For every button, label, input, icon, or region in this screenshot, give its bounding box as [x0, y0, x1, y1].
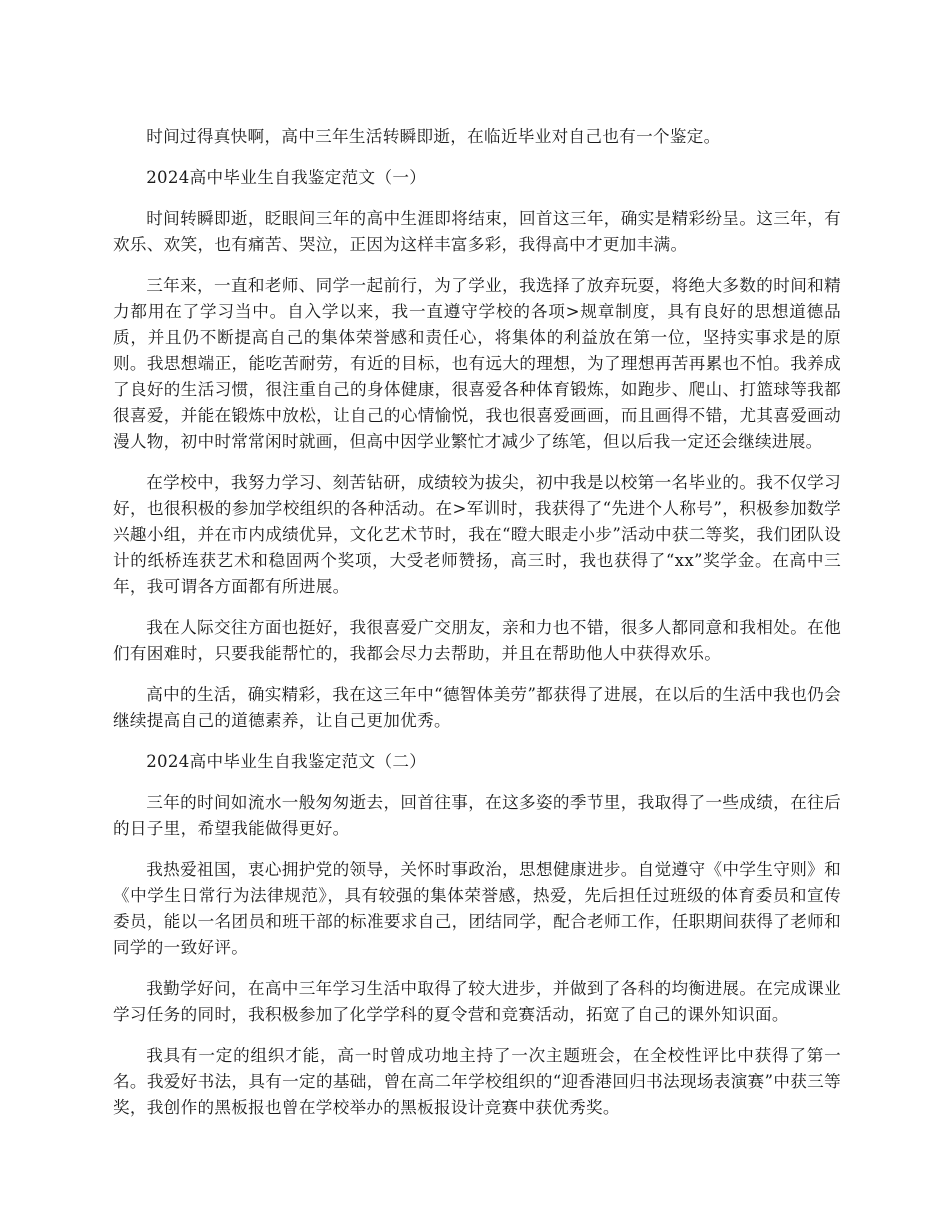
paragraph: 在学校中，我努力学习、刻苦钻研，成绩较为拔尖，初中我是以校第一名毕业的。我不仅学习好，也很积极的参加学校组织的各种活动。在>军训时，我获得了“先进个人称号”，积极参加数学兴趣小组，并在市内成绩优异，文化艺术节时，我在“瞪大眼走小步”活动中获二等奖，我们团队设计的纸桥连获艺术和稳固两个奖项，大受老师赞扬，高三时，我也获得了“xx”奖学金。在高中三年，我可谓各方面都有所进展。: [113, 473, 841, 596]
section-heading-1: 2024高中毕业生自我鉴定范文（一）: [146, 168, 427, 187]
paragraph: 我在人际交往方面也挺好，我很喜爱广交朋友，亲和力也不错，很多人都同意和我相处。在他们有困难时，只要我能帮忙的，我都会尽力去帮助，并且在帮助他人中获得欢乐。: [113, 618, 841, 663]
paragraph: 三年的时间如流水一般匆匆逝去，回首往事，在这多姿的季节里，我取得了一些成绩，在往后的日子里，希望我能做得更好。: [113, 793, 841, 838]
paragraph: 三年来，一直和老师、同学一起前行，为了学业，我选择了放弃玩耍，将绝大多数的时间和精力都用在了学习当中。自入学以来，我一直遵守学校的各项>规章制度，具有良好的思想道德品质，并且仍不断提高自己的集体荣誉感和责任心，将集体的利益放在第一位，坚持实事求是的原则。我思想端正，能吃苦耐劳，有近的目标，也有远大的理想，为了理想再苦再累也不怕。我养成了良好的生活习惯，很注重自己的身体健康，很喜爱各种体育锻炼，如跑步、爬山、打篮球等我都很喜爱，并能在锻炼中放松，让自己的心情愉悦，我也很喜爱画画，而且画得不错，尤其喜爱画动漫人物，初中时常常闲时就画，但高中因学业繁忙才减少了练笔，但以后我一定还会继续进展。: [113, 276, 841, 451]
intro-paragraph: 时间过得真快啊，高中三年生活转瞬即逝，在临近毕业对自己也有一个鉴定。: [146, 127, 721, 146]
paragraph: 高中的生活，确实精彩，我在这三年中“德智体美劳”都获得了进展，在以后的生活中我也仍会继续提高自己的道德素养，让自己更加优秀。: [113, 685, 841, 730]
paragraph: 时间转瞬即逝，眨眼间三年的高中生涯即将结束，回首这三年，确实是精彩纷呈。这三年，有欢乐、欢笑，也有痛苦、哭泣，正因为这样丰富多彩，我得高中才更加丰满。: [113, 209, 841, 254]
paragraph: 我勤学好问，在高中三年学习生活中取得了较大进步，并做到了各科的均衡进展。在完成课业学习任务的同时，我积极参加了化学学科的夏令营和竞赛活动，拓宽了自己的课外知识面。: [113, 979, 841, 1024]
document-body: [113, 124, 841, 1136]
paragraph: 我具有一定的组织才能，高一时曾成功地主持了一次主题班会，在全校性评比中获得了第一名。我爱好书法，具有一定的基础，曾在高二年学校组织的“迎香港回归书法现场表演赛”中获三等奖，我创作的黑板报也曾在学校举办的黑板报设计竞赛中获优秀奖。: [113, 1046, 841, 1117]
section-heading-2: 2024高中毕业生自我鉴定范文（二）: [146, 752, 427, 771]
paragraph: 我热爱祖国，衷心拥护党的领导，关怀时事政治，思想健康进步。自觉遵守《中学生守则》和《中学生日常行为法律规范》，具有较强的集体荣誉感，热爱，先后担任过班级的体育委员和宣传委员，能以一名团员和班干部的标准要求自己，团结同学，配合老师工作，任职期间获得了老师和同学的一致好评。: [113, 860, 841, 957]
